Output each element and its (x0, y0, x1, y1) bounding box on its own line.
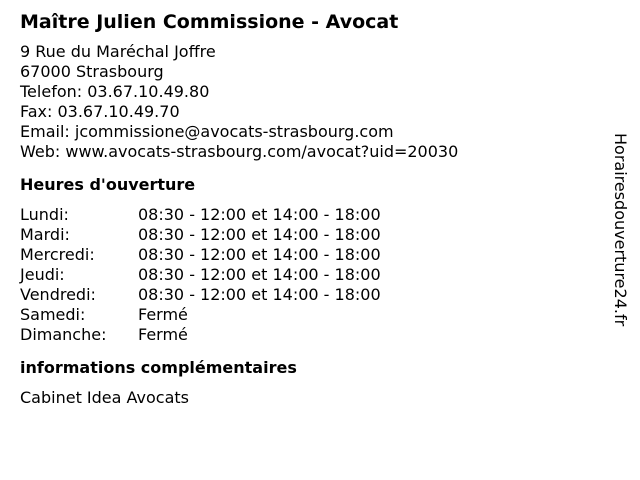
time-value: Fermé (138, 325, 188, 344)
time-value: Fermé (138, 305, 188, 324)
day-label: Samedi: (20, 305, 86, 324)
phone-number: Telefon: 03.67.10.49.80 (20, 82, 210, 101)
day-label: Mercredi: (20, 245, 95, 264)
website-url: Web: www.avocats-strasbourg.com/avocat?uid=20030 (20, 142, 459, 161)
site-watermark: Horairesdouverture24.fr (611, 133, 630, 327)
additional-info-heading: informations complémentaires (20, 358, 297, 377)
fax-number: Fax: 03.67.10.49.70 (20, 102, 180, 121)
business-title: Maître Julien Commissione - Avocat (20, 11, 399, 33)
time-value: 08:30 - 12:00 et 14:00 - 18:00 (138, 265, 381, 284)
listing-card (20, 10, 600, 408)
day-label: Dimanche: (20, 325, 107, 344)
day-label: Vendredi: (20, 285, 96, 304)
hours-row-saturday (20, 305, 600, 325)
hours-row-sunday (20, 325, 600, 345)
hours-row-wednesday (20, 245, 600, 265)
day-label: Jeudi: (20, 265, 65, 284)
time-value: 08:30 - 12:00 et 14:00 - 18:00 (138, 245, 381, 264)
day-label: Mardi: (20, 225, 70, 244)
hours-row-thursday (20, 265, 600, 285)
additional-info-text: Cabinet Idea Avocats (20, 388, 190, 407)
address-street: 9 Rue du Maréchal Joffre (20, 42, 216, 61)
hours-row-monday (20, 205, 600, 225)
address-city: 67000 Strasbourg (20, 62, 164, 81)
day-label: Lundi: (20, 205, 69, 224)
opening-hours-table (20, 205, 600, 345)
hours-row-tuesday (20, 225, 600, 245)
time-value: 08:30 - 12:00 et 14:00 - 18:00 (138, 205, 381, 224)
time-value: 08:30 - 12:00 et 14:00 - 18:00 (138, 225, 381, 244)
email-address: Email: jcommissione@avocats-strasbourg.com (20, 122, 394, 141)
hours-row-friday (20, 285, 600, 305)
time-value: 08:30 - 12:00 et 14:00 - 18:00 (138, 285, 381, 304)
opening-hours-heading: Heures d'ouverture (20, 175, 196, 194)
